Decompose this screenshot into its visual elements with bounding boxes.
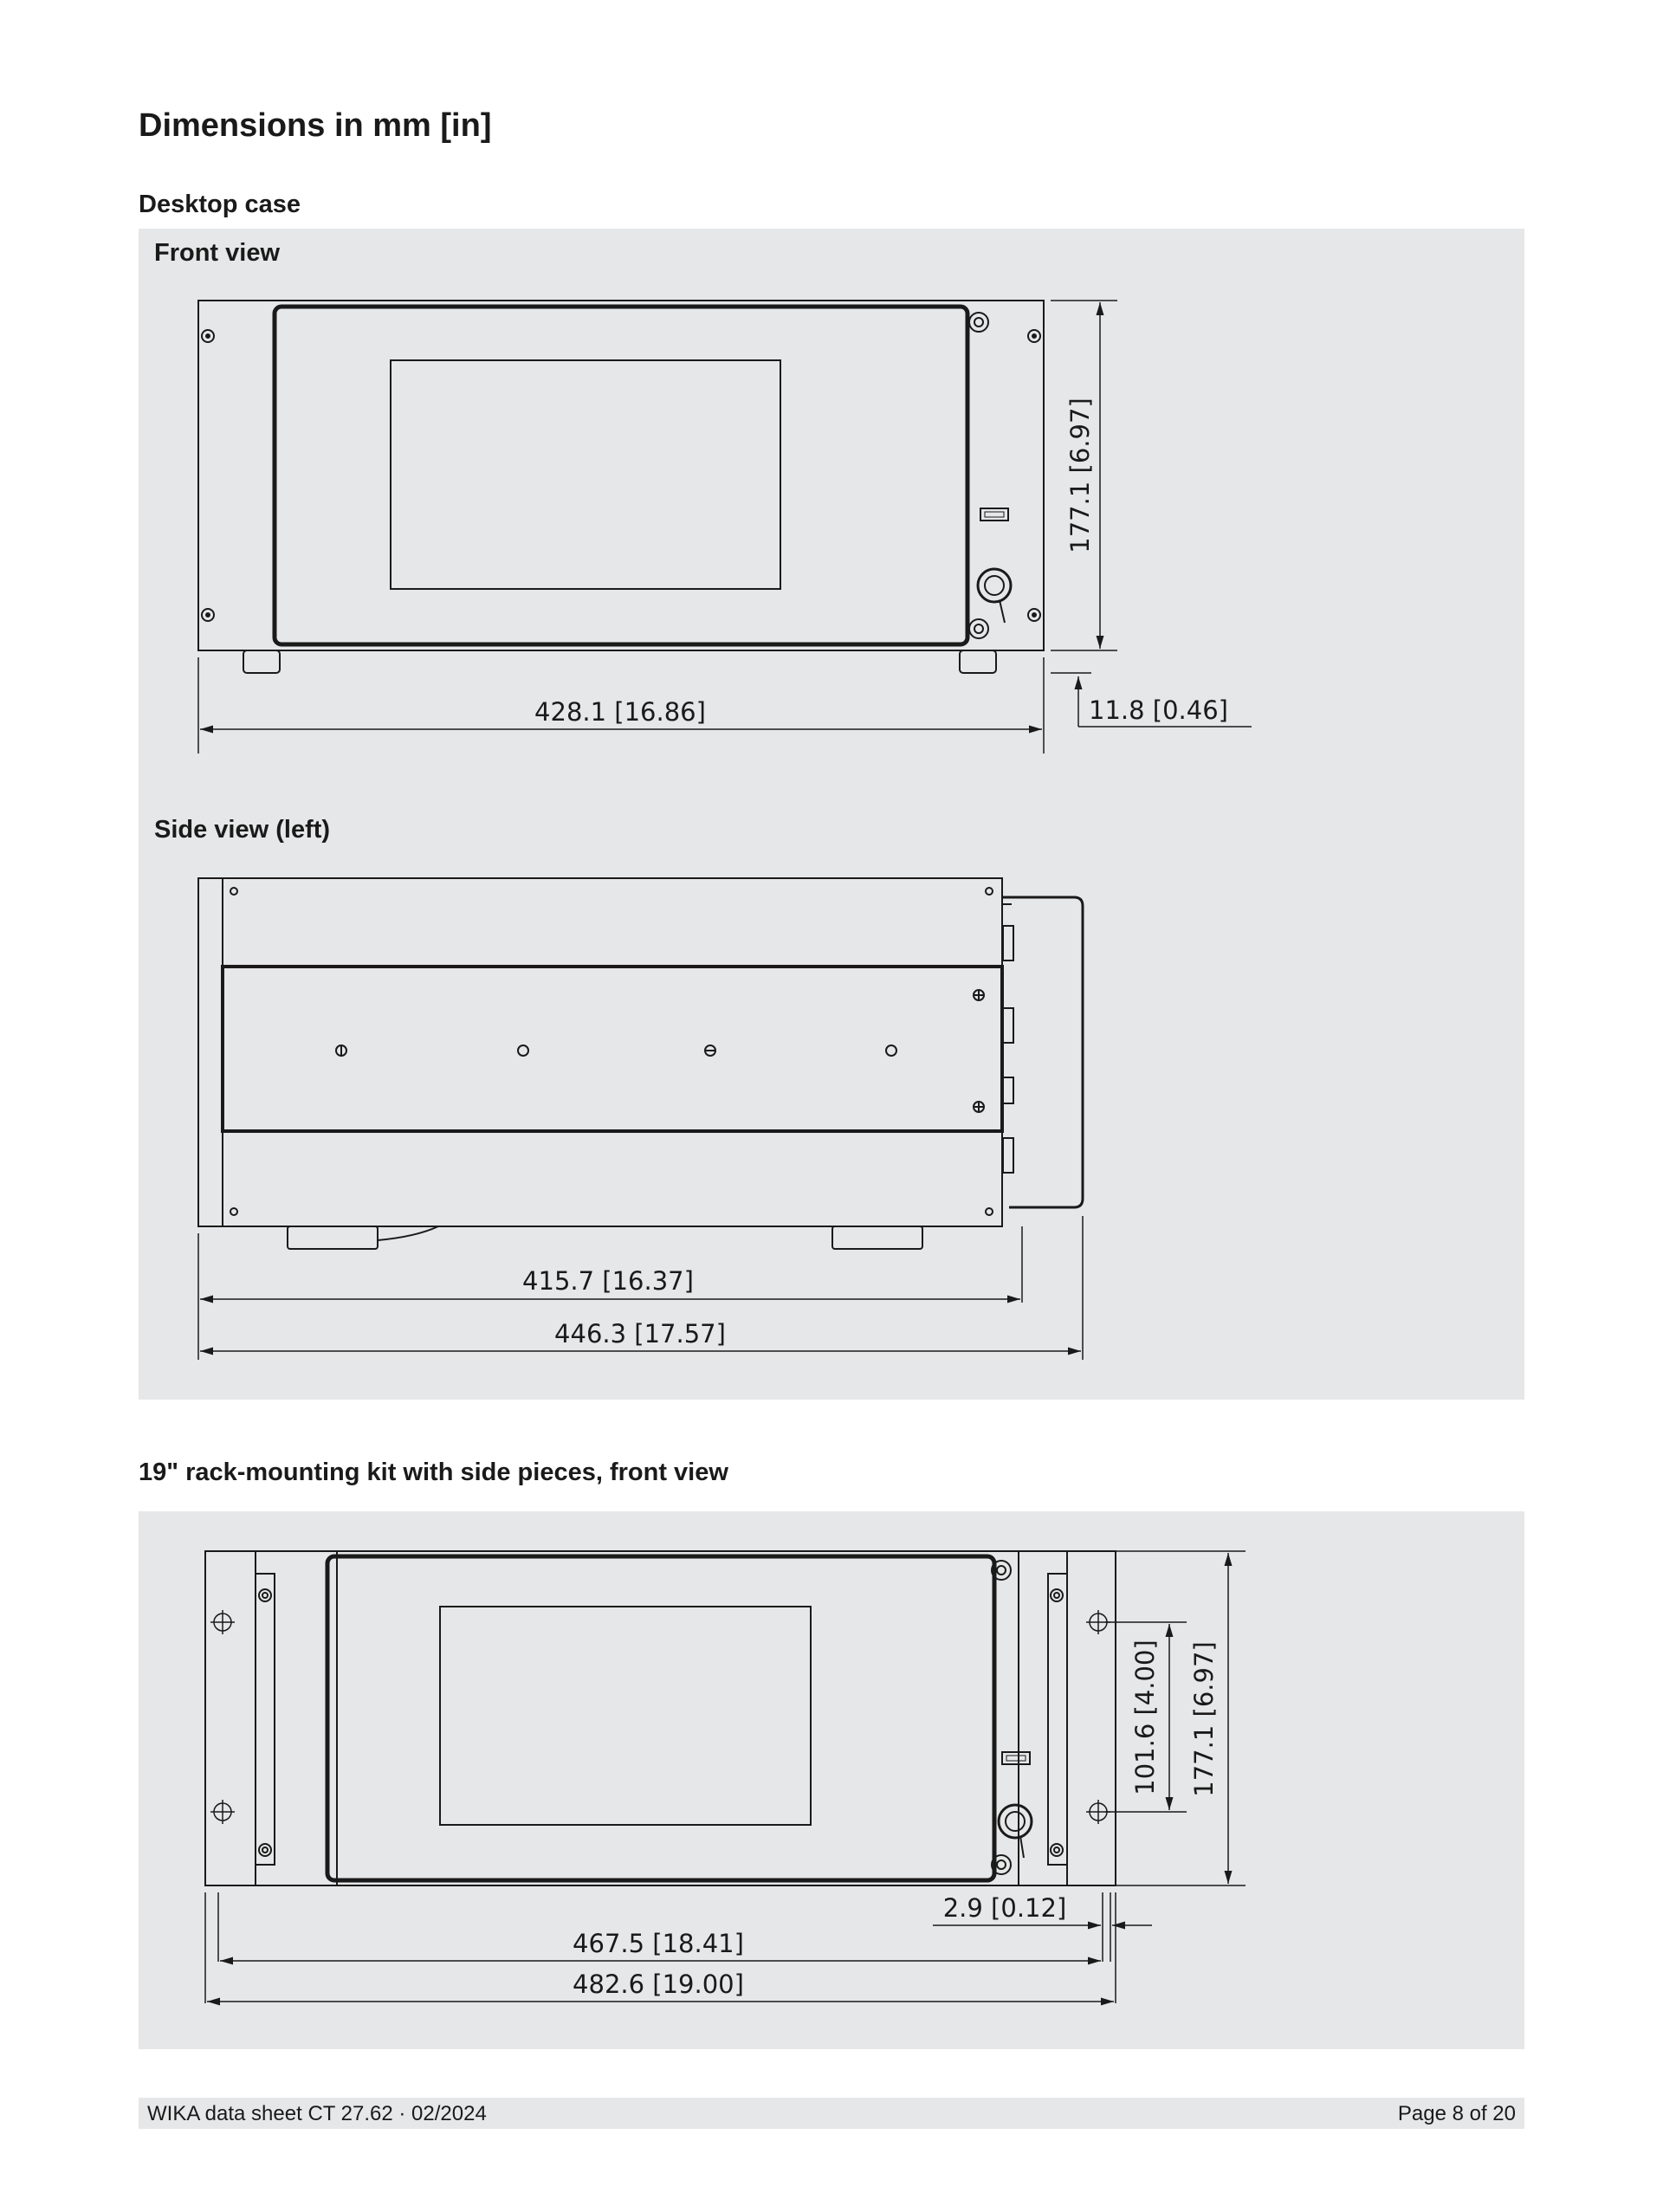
side-view-drawing xyxy=(139,229,1524,1400)
footer-datasheet-id: WIKA data sheet CT 27.62 · 02/2024 xyxy=(147,2102,487,2125)
front-view-label: Front view xyxy=(154,239,281,267)
front-height-dimension: 177.1 [6.97] xyxy=(1065,398,1095,553)
rack-kit-heading: 19" rack-mounting kit with side pieces, front view xyxy=(139,1458,728,1486)
rack-front-view-drawing xyxy=(139,1511,1524,2049)
footer-page-number: Page 8 of 20 xyxy=(1397,2102,1516,2125)
rack-height-dimension: 177.1 [6.97] xyxy=(1189,1641,1219,1797)
desktop-case-panel xyxy=(139,229,1524,1400)
side-total-depth-dimension: 446.3 [17.57] xyxy=(554,1319,726,1349)
page-footer xyxy=(139,2098,1524,2129)
rack-inner-width-dimension: 467.5 [18.41] xyxy=(573,1929,744,1958)
side-depth-dimension: 415.7 [16.37] xyxy=(522,1266,694,1296)
rack-offset-dimension: 2.9 [0.12] xyxy=(942,1893,1067,1923)
front-width-dimension: 428.1 [16.86] xyxy=(534,697,706,727)
rack-total-width-dimension: 482.6 [19.00] xyxy=(573,1969,744,1999)
rack-kit-panel xyxy=(139,1511,1524,2049)
side-view-label: Side view (left) xyxy=(154,816,331,844)
rack-hole-spacing-dimension: 101.6 [4.00] xyxy=(1130,1640,1160,1795)
page-heading: Dimensions in mm [in] xyxy=(139,107,492,144)
desktop-case-heading: Desktop case xyxy=(139,191,301,218)
front-feet-dimension: 11.8 [0.46] xyxy=(1089,695,1228,725)
